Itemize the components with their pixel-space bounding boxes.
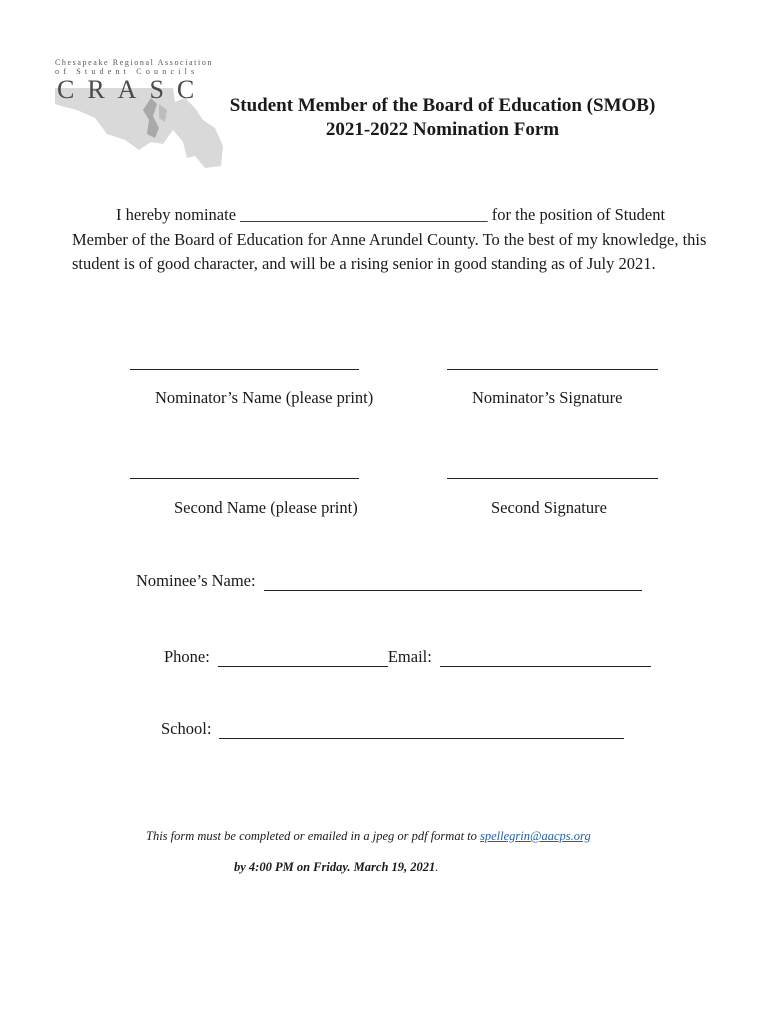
contact-email-link[interactable]: spellegrin@aacps.org	[480, 829, 591, 843]
deadline-main: by 4:00 PM on Friday. March 19, 2021	[234, 860, 436, 874]
nominee-name-input[interactable]	[264, 576, 642, 591]
page-title	[180, 94, 705, 142]
deadline-period: .	[435, 860, 439, 874]
nominator-name-label: Nominator’s Name (please print)	[155, 388, 374, 407]
nominator-name-line	[130, 369, 359, 370]
statement-prefix: I hereby nominate	[116, 205, 237, 224]
nominee-blank: ______________________________	[240, 205, 488, 224]
statement-suffix: for the position of Student Member of the Board of Education for Anne Arundel County. To the best of my knowledge, this student is of good character, and will be a rising senior in good standing as of July 2021.	[72, 205, 707, 273]
nominator-signature-label: Nominator’s Signature	[472, 388, 623, 407]
instructions-text: This form must be completed or emailed in a jpeg or pdf format to	[146, 829, 477, 843]
title-line2: 2021-2022 Nomination Form	[325, 119, 560, 140]
school-label: School:	[161, 719, 212, 738]
phone-email-row	[164, 647, 651, 667]
logo-org-line1: Chesapeake Regional Association	[55, 58, 214, 67]
nominator-signature-line	[447, 369, 658, 370]
second-signature-line	[447, 478, 658, 479]
second-signature-label: Second Signature	[491, 498, 607, 517]
logo-acronym: CRASC	[57, 75, 208, 104]
second-name-line	[130, 478, 359, 479]
nomination-statement	[72, 203, 722, 277]
logo-org-line2: of Student Councils	[55, 67, 199, 76]
second-name-label: Second Name (please print)	[174, 498, 358, 517]
school-input[interactable]	[219, 724, 624, 739]
title-line1: Student Member of the Board of Education (SMOB)	[229, 95, 656, 116]
nominee-name-label: Nominee’s Name:	[136, 571, 256, 590]
school-field	[161, 719, 624, 739]
deadline-text	[234, 860, 438, 875]
email-input[interactable]	[440, 652, 651, 667]
phone-input[interactable]	[218, 652, 388, 667]
email-label: Email:	[387, 647, 432, 666]
nominee-name-field	[136, 571, 642, 591]
phone-label: Phone:	[164, 647, 210, 666]
submission-instructions	[146, 829, 591, 844]
logo-org-name	[55, 58, 227, 76]
